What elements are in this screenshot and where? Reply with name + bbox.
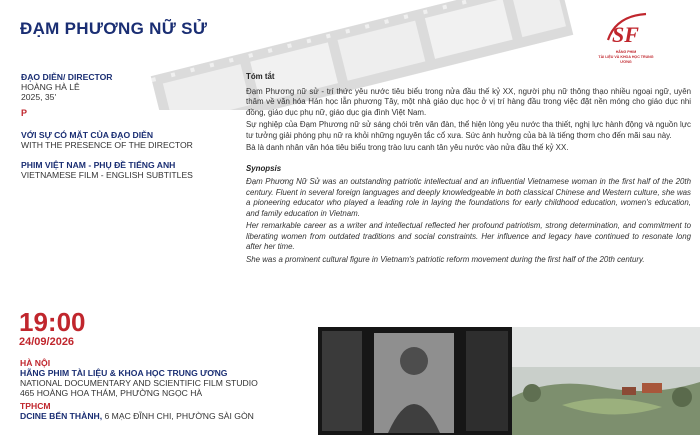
venue-hanoi-name: HÃNG PHIM TÀI LIỆU & KHOA HỌC TRUNG ƯƠNG xyxy=(20,368,228,378)
venue-hanoi-name-english: NATIONAL DOCUMENTARY AND SCIENTIFIC FILM STUDIO xyxy=(20,378,258,388)
film-language-label: PHIM VIỆT NAM - PHỤ ĐỀ TIẾNG ANH xyxy=(21,160,176,170)
presence-label: VỚI SỰ CÓ MẶT CỦA ĐẠO DIỄN xyxy=(21,130,154,140)
logo-line-1: HÃNG PHIM xyxy=(615,50,637,54)
synopsis-paragraph-3: She was a prominent cultural figure in Vietnam's patriotic reform movement during the first half of the 20th century. xyxy=(246,254,645,264)
venue-hcm-name: DCINE BẾN THÀNH, xyxy=(20,411,103,421)
venue-list xyxy=(20,355,320,421)
synopsis-paragraph-2: Her remarkable career as a writer and intellectual reflected her profound patriotism, strong determination, and commitment to liberating women from outdated traditions and social constraints. Her influence and legacy have continued to resonate long after her time. xyxy=(246,221,691,251)
venue-city-hcm: TPHCM xyxy=(20,401,51,411)
summary-paragraph-1: Đạm Phương nữ sử - trí thức yêu nước tiêu biểu trong nửa đầu thế kỷ XX, người phụ nữ thông thạo nhiều ngoại ngữ, uyên thâm về văn hóa Hán học lẫn phương Tây, một nhà giáo dục học ở vị trí hàng đầu trong việc đặt nền móng cho giáo dục nhi đồng, giáo dục phụ nữ, giáo dục gia đình Việt Nam. xyxy=(246,86,691,117)
venue-city-hanoi: HÀ NỘI xyxy=(20,358,51,368)
venue-hcm-address: 6 MẠC ĐĨNH CHI, PHƯỜNG SÀI GÒN xyxy=(102,411,254,421)
presence-english: WITH THE PRESENCE OF THE DIRECTOR xyxy=(21,140,193,150)
studio-logo xyxy=(596,10,696,74)
synopsis-paragraph-1: Đạm Phương Nữ Sử was an outstanding patriotic intellectual and an influential Vietnamese woman in the first half of the 20th century. Fluent in several foreign languages and deeply knowledgeable in both classical Chinese and Western culture, she was a pioneering educator who played a leading role in laying the foundations for early childhood education, women's education, and family education in Vietnam. xyxy=(246,177,691,218)
summary-heading: Tóm tắt xyxy=(246,72,275,81)
screening-time: 19:00 xyxy=(19,307,86,337)
venue-hanoi-address: 465 HOÀNG HOA THÁM, PHƯỜNG NGỌC HÀ xyxy=(20,388,203,398)
director-label: ĐẠO DIỄN/ DIRECTOR xyxy=(21,72,113,82)
screening-date: 24/09/2026 xyxy=(19,336,75,348)
sf-logo-icon xyxy=(596,10,656,50)
synopsis-heading: Synopsis xyxy=(246,163,282,173)
summary-paragraph-2: Sự nghiệp của Đạm Phương nữ sử sáng chói trên văn đàn, thể hiện lòng yêu nước tha thiết, nghị lực hành động và nguồn lực tư tưởng giải phóng phụ nữ ra khỏi những nguyên tắc cổ xưa. Sức ảnh hưởng của bà là tiếng thơm cho đến mãi sau này. xyxy=(246,120,691,140)
director-name: HOÀNG HÀ LÊ xyxy=(21,82,80,92)
year-runtime: 2025, 35' xyxy=(21,92,57,102)
logo-caption xyxy=(596,50,656,65)
landscape-image xyxy=(512,327,700,435)
archival-portrait-image xyxy=(318,327,512,435)
credits-panel xyxy=(21,72,241,180)
rating-badge: P xyxy=(21,108,28,118)
logo-line-2: TÀI LIỆU VÀ KHOA HỌC TRUNG ƯƠNG xyxy=(598,55,654,64)
page-title: ĐẠM PHƯƠNG NỮ SỬ xyxy=(20,19,208,38)
film-language-english: VIETNAMESE FILM - ENGLISH SUBTITLES xyxy=(21,170,193,180)
summary-paragraph-3: Bà là danh nhân văn hóa tiêu biểu trong trào lưu canh tân yêu nước vào nửa đầu thế kỷ XX. xyxy=(246,143,569,152)
description-panel xyxy=(246,72,691,267)
logo-mark: SF xyxy=(612,22,639,47)
